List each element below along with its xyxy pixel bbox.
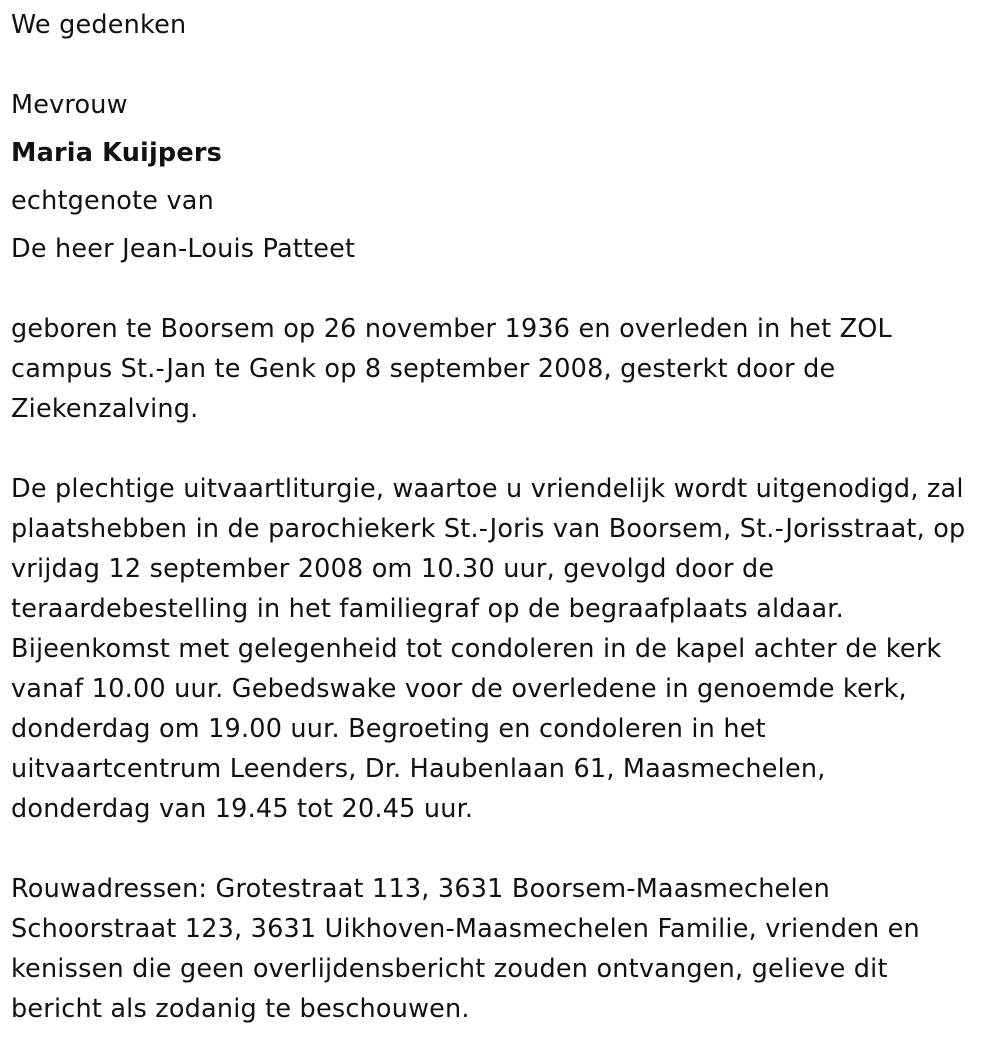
- deceased-name: Maria Kuijpers: [11, 138, 223, 168]
- paragraph-line: plaatshebben in de parochiekerk St.-Joris van Boorsem, St.-Jorisstraat, op: [11, 514, 966, 544]
- salutation: Mevrouw: [11, 90, 128, 120]
- paragraph-line: uitvaartcentrum Leenders, Dr. Haubenlaan 61, Maasmechelen,: [11, 754, 826, 784]
- birth-death-paragraph: [11, 309, 996, 429]
- paragraph-line: donderdag van 19.45 tot 20.45 uur.: [11, 794, 474, 824]
- paragraph-line: vrijdag 12 september 2008 om 10.30 uur, gevolgd door de: [11, 554, 775, 584]
- paragraph-line: donderdag om 19.00 uur. Begroeting en condoleren in het: [11, 714, 766, 744]
- paragraph-line: De plechtige uitvaartliturgie, waartoe u vriendelijk wordt uitgenodigd, zal: [11, 474, 964, 504]
- paragraph-line: geboren te Boorsem op 26 november 1936 en overleden in het ZOL: [11, 314, 892, 344]
- paragraph-line: teraardebestelling in het familiegraf op de begraafplaats aldaar.: [11, 594, 844, 624]
- paragraph-line: bericht als zodanig te beschouwen.: [11, 994, 470, 1024]
- paragraph-line: Bijeenkomst met gelegenheid tot condoleren in de kapel achter de kerk: [11, 634, 942, 664]
- paragraph-line: kenissen die geen overlijdensbericht zouden ontvangen, gelieve dit: [11, 954, 888, 984]
- spouse-name: De heer Jean-Louis Patteet: [11, 234, 356, 264]
- paragraph-line: vanaf 10.00 uur. Gebedswake voor de overledene in genoemde kerk,: [11, 674, 907, 704]
- relation-line: echtgenote van: [11, 186, 214, 216]
- obituary-notice: [11, 0, 996, 1029]
- intro-line: We gedenken: [11, 10, 187, 40]
- paragraph-line: Ziekenzalving.: [11, 394, 199, 424]
- addresses-paragraph: [11, 869, 996, 1029]
- ceremony-paragraph: [11, 469, 996, 829]
- paragraph-line: Schoorstraat 123, 3631 Uikhoven-Maasmechelen Familie, vrienden en: [11, 914, 920, 944]
- paragraph-line: Rouwadressen: Grotestraat 113, 3631 Boorsem-Maasmechelen: [11, 874, 830, 904]
- paragraph-line: campus St.-Jan te Genk op 8 september 2008, gesterkt door de: [11, 354, 836, 384]
